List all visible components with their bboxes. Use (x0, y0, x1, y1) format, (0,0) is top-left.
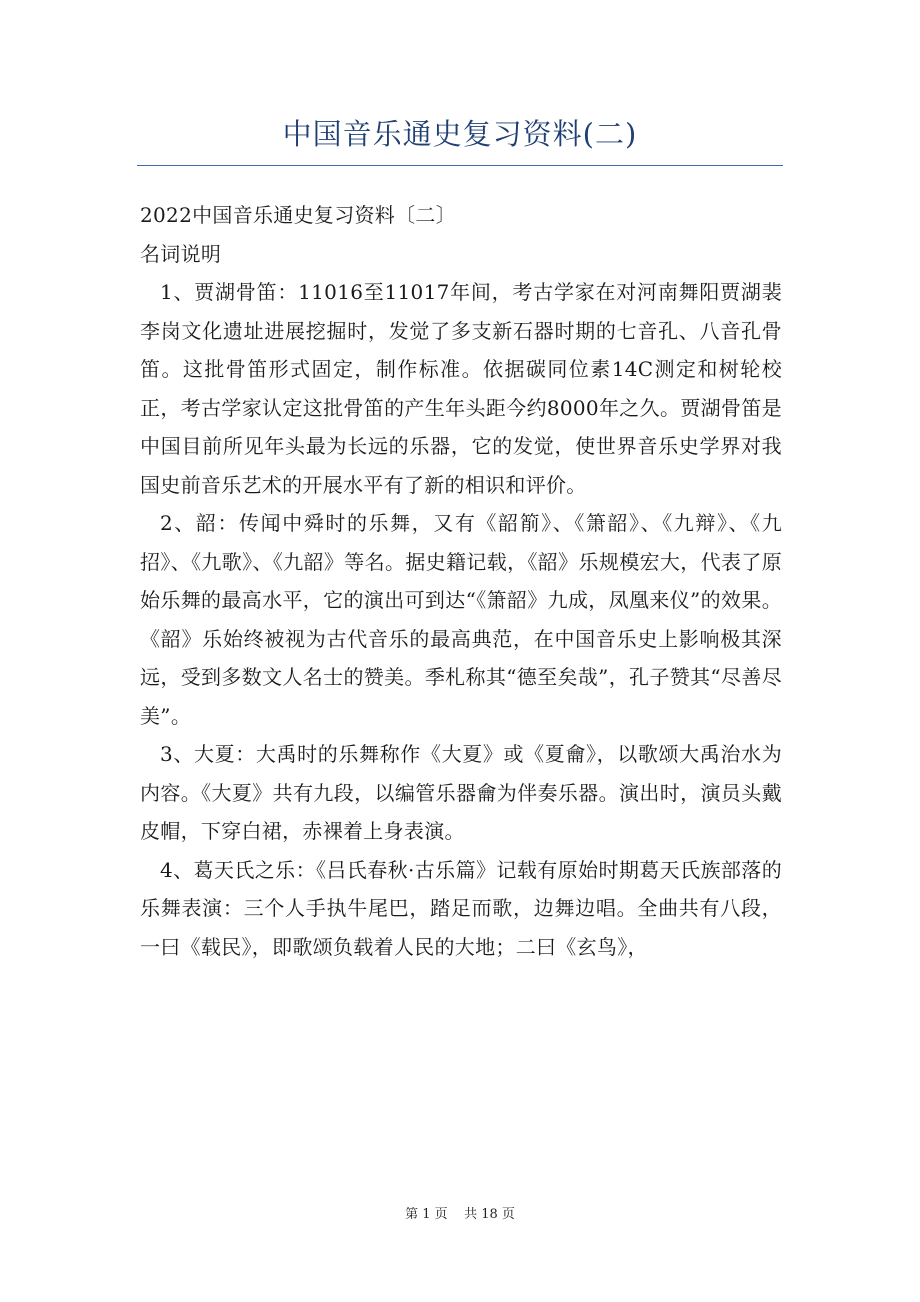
paragraph-2: 2、韶：传闻中舜时的乐舞，又有《韶箾》、《箫韶》、《九辩》、《九招》、《九歌》、《九韶》等名。据史籍记载，《韶》乐规模宏大，代表了原始乐舞的最高水平，它的演出可到达“《箫韶》九成，凤凰来仪”的效果。《韶》乐始终被视为古代音乐的最高典范，在中国音乐史上影响极其深远，受到多数文人名士的赞美。季札称其“德至矣哉”，孔子赞其“尽善尽美”。 (140, 511, 782, 728)
document-body (140, 196, 782, 966)
paragraph-1: 1、贾湖骨笛：11016至11017年间，考古学家在对河南舞阳贾湖裴李岗文化遗址进展挖掘时，发觉了多支新石器时期的七音孔、八音孔骨笛。这批骨笛形式固定，制作标准。依据碳同位素14C测定和树轮校正，考古学家认定这批骨笛的产生年头距今约8000年之久。贾湖骨笛是中国目前所见年头最为长远的乐器，它的发觉，使世界音乐史学界对我国史前音乐艺术的开展水平有了新的相识和评价。 (140, 280, 782, 497)
title-divider (137, 165, 783, 166)
page-title: 中国音乐通史复习资料(二) (282, 117, 638, 151)
paragraph-4: 4、葛天氏之乐：《吕氏春秋·古乐篇》记载有原始时期葛天氏族部落的乐舞表演：三个人手执牛尾巴，踏足而歌，边舞边唱。全曲共有八段，一曰《载民》，即歌颂负载着人民的大地；二曰《玄鸟》， (140, 857, 782, 959)
document-subtitle: 2022中国音乐通史复习资料〔二〕 (140, 203, 456, 227)
paragraph-3: 3、大夏：大禹时的乐舞称作《大夏》或《夏龠》，以歌颂大禹治水为内容。《大夏》共有九段，以编管乐器龠为伴奏乐器。演出时，演员头戴皮帽，下穿白裙，赤裸着上身表演。 (140, 742, 782, 843)
page-number-footer: 第 1 页 共 18 页 (405, 1207, 515, 1222)
section-heading: 名词说明 (140, 241, 222, 266)
